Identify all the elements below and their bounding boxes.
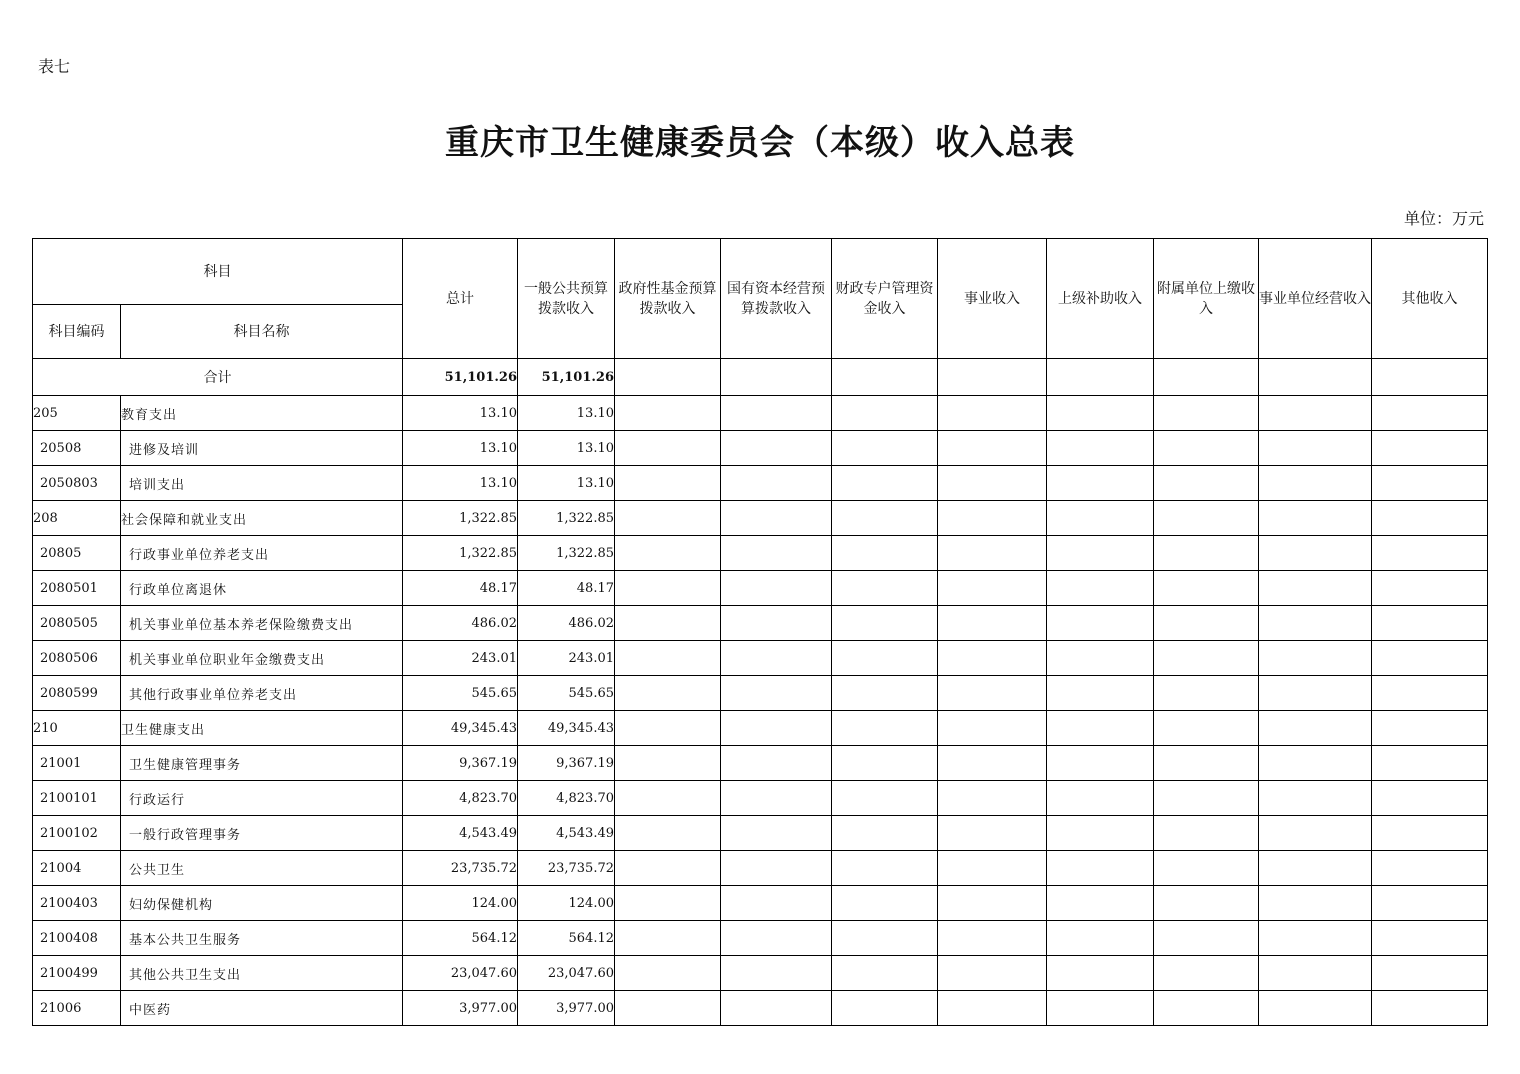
subject-code: 20508 (33, 431, 121, 466)
general-budget-amount: 124.00 (518, 886, 615, 921)
gov-fund-header: 政府性基金预算拨款收入 (615, 239, 721, 359)
subject-name: 中医药 (121, 991, 403, 1026)
general-budget-amount: 3,977.00 (518, 991, 615, 1026)
total-amount: 13.10 (403, 396, 518, 431)
empty-cell (1259, 501, 1372, 536)
subject-name: 教育支出 (121, 396, 403, 431)
empty-cell (615, 746, 721, 781)
empty-cell (938, 816, 1047, 851)
total-row (33, 359, 1488, 396)
empty-cell (832, 956, 938, 991)
empty-cell (832, 781, 938, 816)
subject-name: 基本公共卫生服务 (121, 921, 403, 956)
subject-code: 21004 (33, 851, 121, 886)
empty-cell (1259, 711, 1372, 746)
general-budget-amount: 48.17 (518, 571, 615, 606)
empty-cell (1047, 991, 1154, 1026)
empty-cell (1047, 536, 1154, 571)
empty-cell (1372, 606, 1488, 641)
subject-name: 培训支出 (121, 466, 403, 501)
empty-cell (1154, 711, 1259, 746)
empty-cell (721, 396, 832, 431)
empty-cell (1154, 431, 1259, 466)
empty-cell (938, 991, 1047, 1026)
empty-cell (1047, 571, 1154, 606)
empty-cell (1372, 711, 1488, 746)
empty-cell (615, 956, 721, 991)
empty-cell (832, 746, 938, 781)
empty-cell (1259, 851, 1372, 886)
empty-cell (1372, 571, 1488, 606)
empty-cell (1372, 431, 1488, 466)
subject-code: 2100102 (33, 816, 121, 851)
total-amount: 23,735.72 (403, 851, 518, 886)
empty-cell (721, 991, 832, 1026)
table-row (33, 851, 1488, 886)
empty-cell (721, 886, 832, 921)
table-row (33, 606, 1488, 641)
empty-cell (1259, 991, 1372, 1026)
empty-cell (1047, 921, 1154, 956)
empty-cell (1372, 536, 1488, 571)
empty-cell (615, 571, 721, 606)
empty-cell (832, 536, 938, 571)
empty-cell (1047, 676, 1154, 711)
subject-name: 卫生健康支出 (121, 711, 403, 746)
empty-cell (721, 431, 832, 466)
empty-cell (1259, 606, 1372, 641)
empty-cell (1154, 571, 1259, 606)
empty-cell (1047, 781, 1154, 816)
general-budget-amount: 243.01 (518, 641, 615, 676)
empty-cell (1154, 466, 1259, 501)
subject-name: 妇幼保健机构 (121, 886, 403, 921)
subject-code: 2080501 (33, 571, 121, 606)
total-amount: 1,322.85 (403, 501, 518, 536)
empty-cell (938, 921, 1047, 956)
empty-cell (615, 606, 721, 641)
subject-name: 卫生健康管理事务 (121, 746, 403, 781)
empty-cell (1259, 431, 1372, 466)
state-capital-header: 国有资本经营预算拨款收入 (721, 239, 832, 359)
subject-name: 行政运行 (121, 781, 403, 816)
empty-cell (1047, 886, 1154, 921)
table-row (33, 991, 1488, 1026)
general-budget-header: 一般公共预算拨款收入 (518, 239, 615, 359)
empty-cell (1259, 816, 1372, 851)
general-budget-amount: 4,543.49 (518, 816, 615, 851)
total-amount: 13.10 (403, 431, 518, 466)
empty-cell (1154, 396, 1259, 431)
subject-name: 机关事业单位基本养老保险缴费支出 (121, 606, 403, 641)
empty-cell (721, 571, 832, 606)
empty-cell (1154, 851, 1259, 886)
empty-cell (938, 851, 1047, 886)
table-row (33, 501, 1488, 536)
subject-name-header: 科目名称 (121, 305, 403, 359)
subject-code: 2080599 (33, 676, 121, 711)
empty-cell (1259, 536, 1372, 571)
empty-cell (832, 711, 938, 746)
table-row (33, 746, 1488, 781)
fiscal-special-header: 财政专户管理资金收入 (832, 239, 938, 359)
empty-cell (615, 396, 721, 431)
empty-cell (938, 781, 1047, 816)
total-amount: 13.10 (403, 466, 518, 501)
empty-cell (1372, 851, 1488, 886)
empty-cell (938, 571, 1047, 606)
subject-code: 21001 (33, 746, 121, 781)
total-amount: 9,367.19 (403, 746, 518, 781)
income-summary-table (32, 238, 1488, 1026)
empty-cell (1259, 746, 1372, 781)
empty-cell (938, 746, 1047, 781)
empty-cell (832, 431, 938, 466)
total-amount: 4,823.70 (403, 781, 518, 816)
empty-cell (1372, 501, 1488, 536)
subject-code: 2100499 (33, 956, 121, 991)
empty-cell (1047, 816, 1154, 851)
empty-cell (938, 396, 1047, 431)
subject-name: 进修及培训 (121, 431, 403, 466)
empty-cell (832, 571, 938, 606)
empty-cell (938, 711, 1047, 746)
empty-cell (938, 501, 1047, 536)
empty-cell (938, 956, 1047, 991)
table-row (33, 956, 1488, 991)
empty-cell (1259, 921, 1372, 956)
business-income-header: 事业收入 (938, 239, 1047, 359)
superior-subsidy-header: 上级补助收入 (1047, 239, 1154, 359)
subject-name: 行政单位离退休 (121, 571, 403, 606)
empty-cell (615, 641, 721, 676)
subject-code: 2080505 (33, 606, 121, 641)
empty-cell (832, 886, 938, 921)
subject-name: 一般行政管理事务 (121, 816, 403, 851)
empty-cell (1047, 431, 1154, 466)
table-row (33, 536, 1488, 571)
empty-cell (832, 396, 938, 431)
empty-cell (938, 466, 1047, 501)
total-amount: 545.65 (403, 676, 518, 711)
total-amount: 48.17 (403, 571, 518, 606)
empty-cell (938, 536, 1047, 571)
empty-cell (1154, 536, 1259, 571)
total-label: 合计 (33, 359, 403, 396)
empty-cell (1154, 991, 1259, 1026)
empty-cell (1047, 746, 1154, 781)
total-amount: 243.01 (403, 641, 518, 676)
subject-code: 2050803 (33, 466, 121, 501)
empty-cell (1259, 466, 1372, 501)
subject-name: 社会保障和就业支出 (121, 501, 403, 536)
total-amount: 51,101.26 (403, 359, 518, 396)
subject-name: 行政事业单位养老支出 (121, 536, 403, 571)
empty-cell (615, 851, 721, 886)
empty-cell (615, 536, 721, 571)
empty-cell (938, 431, 1047, 466)
empty-cell (1154, 921, 1259, 956)
empty-cell (832, 921, 938, 956)
empty-cell (721, 956, 832, 991)
empty-cell (1372, 746, 1488, 781)
empty-cell (832, 676, 938, 711)
subject-code: 20805 (33, 536, 121, 571)
empty-cell (1154, 676, 1259, 711)
empty-cell (1372, 641, 1488, 676)
empty-cell (721, 851, 832, 886)
subject-code: 2100403 (33, 886, 121, 921)
table-row (33, 886, 1488, 921)
table-row (33, 641, 1488, 676)
empty-cell (615, 711, 721, 746)
page-title: 重庆市卫生健康委员会（本级）收入总表 (445, 123, 1075, 163)
subject-name: 其他公共卫生支出 (121, 956, 403, 991)
empty-cell (832, 641, 938, 676)
empty-cell (615, 431, 721, 466)
total-amount: 23,047.60 (403, 956, 518, 991)
table-row (33, 711, 1488, 746)
empty-cell (615, 676, 721, 711)
table-row (33, 816, 1488, 851)
general-budget-amount: 545.65 (518, 676, 615, 711)
operating-income-header: 事业单位经营收入 (1259, 239, 1372, 359)
general-budget-amount: 23,047.60 (518, 956, 615, 991)
empty-cell (615, 816, 721, 851)
empty-cell (1372, 956, 1488, 991)
empty-cell (1154, 781, 1259, 816)
total-amount: 564.12 (403, 921, 518, 956)
empty-cell (1154, 886, 1259, 921)
empty-cell (832, 816, 938, 851)
empty-cell (832, 606, 938, 641)
empty-cell (1372, 466, 1488, 501)
total-amount: 4,543.49 (403, 816, 518, 851)
affiliate-income-header: 附属单位上缴收入 (1154, 239, 1259, 359)
total-amount: 486.02 (403, 606, 518, 641)
empty-cell (1154, 816, 1259, 851)
empty-cell (1259, 571, 1372, 606)
empty-cell (1047, 466, 1154, 501)
empty-cell (615, 501, 721, 536)
empty-cell (938, 886, 1047, 921)
empty-cell (938, 641, 1047, 676)
empty-cell (1372, 816, 1488, 851)
empty-cell (1047, 956, 1154, 991)
table-row (33, 431, 1488, 466)
general-budget-amount: 1,322.85 (518, 501, 615, 536)
unit-label: 单位：万元 (1403, 209, 1484, 228)
subject-name: 机关事业单位职业年金缴费支出 (121, 641, 403, 676)
general-budget-amount: 13.10 (518, 396, 615, 431)
empty-cell (615, 781, 721, 816)
subject-name: 其他行政事业单位养老支出 (121, 676, 403, 711)
subject-header: 科目 (33, 239, 403, 305)
total-amount: 49,345.43 (403, 711, 518, 746)
general-budget-amount: 9,367.19 (518, 746, 615, 781)
empty-cell (615, 886, 721, 921)
empty-cell (1259, 956, 1372, 991)
empty-cell (721, 711, 832, 746)
empty-cell (1259, 641, 1372, 676)
subject-name: 公共卫生 (121, 851, 403, 886)
subject-code: 208 (33, 501, 121, 536)
empty-cell (615, 991, 721, 1026)
general-budget-amount: 1,322.85 (518, 536, 615, 571)
subject-code: 210 (33, 711, 121, 746)
total-general-budget: 51,101.26 (518, 359, 615, 396)
table-row (33, 781, 1488, 816)
empty-cell (1259, 781, 1372, 816)
empty-cell (1259, 676, 1372, 711)
empty-cell (1154, 606, 1259, 641)
subject-code: 205 (33, 396, 121, 431)
empty-cell (721, 536, 832, 571)
table-row (33, 571, 1488, 606)
empty-cell (1154, 641, 1259, 676)
general-budget-amount: 4,823.70 (518, 781, 615, 816)
empty-cell (721, 606, 832, 641)
general-budget-amount: 13.10 (518, 466, 615, 501)
empty-cell (1047, 606, 1154, 641)
empty-cell (721, 781, 832, 816)
general-budget-amount: 564.12 (518, 921, 615, 956)
empty-cell (832, 466, 938, 501)
empty-cell (1372, 991, 1488, 1026)
empty-cell (1372, 886, 1488, 921)
general-budget-amount: 486.02 (518, 606, 615, 641)
subject-code: 2100101 (33, 781, 121, 816)
empty-cell (832, 991, 938, 1026)
empty-cell (721, 921, 832, 956)
empty-cell (721, 816, 832, 851)
empty-cell (1372, 921, 1488, 956)
empty-cell (1047, 851, 1154, 886)
table-row (33, 676, 1488, 711)
empty-cell (721, 746, 832, 781)
total-amount: 124.00 (403, 886, 518, 921)
empty-cell (615, 466, 721, 501)
empty-cell (721, 641, 832, 676)
empty-cell (1372, 676, 1488, 711)
empty-cell (615, 921, 721, 956)
empty-cell (938, 676, 1047, 711)
subject-code: 21006 (33, 991, 121, 1026)
general-budget-amount: 49,345.43 (518, 711, 615, 746)
empty-cell (1154, 501, 1259, 536)
empty-cell (1047, 711, 1154, 746)
empty-cell (1047, 501, 1154, 536)
total-amount: 3,977.00 (403, 991, 518, 1026)
empty-cell (1154, 956, 1259, 991)
table-label: 表七 (38, 57, 71, 76)
empty-cell (832, 851, 938, 886)
empty-cell (938, 606, 1047, 641)
subject-code-header: 科目编码 (33, 305, 121, 359)
empty-cell (1047, 641, 1154, 676)
subject-code: 2080506 (33, 641, 121, 676)
empty-cell (1372, 396, 1488, 431)
empty-cell (721, 676, 832, 711)
empty-cell (1372, 781, 1488, 816)
empty-cell (1259, 396, 1372, 431)
subject-code: 2100408 (33, 921, 121, 956)
empty-cell (721, 466, 832, 501)
empty-cell (1259, 886, 1372, 921)
empty-cell (1047, 396, 1154, 431)
empty-cell (721, 501, 832, 536)
total-amount: 1,322.85 (403, 536, 518, 571)
empty-cell (1154, 746, 1259, 781)
empty-cell (832, 501, 938, 536)
total-header: 总计 (403, 239, 518, 359)
table-row (33, 921, 1488, 956)
other-income-header: 其他收入 (1372, 239, 1488, 359)
general-budget-amount: 13.10 (518, 431, 615, 466)
table-row (33, 396, 1488, 431)
general-budget-amount: 23,735.72 (518, 851, 615, 886)
table-row (33, 466, 1488, 501)
